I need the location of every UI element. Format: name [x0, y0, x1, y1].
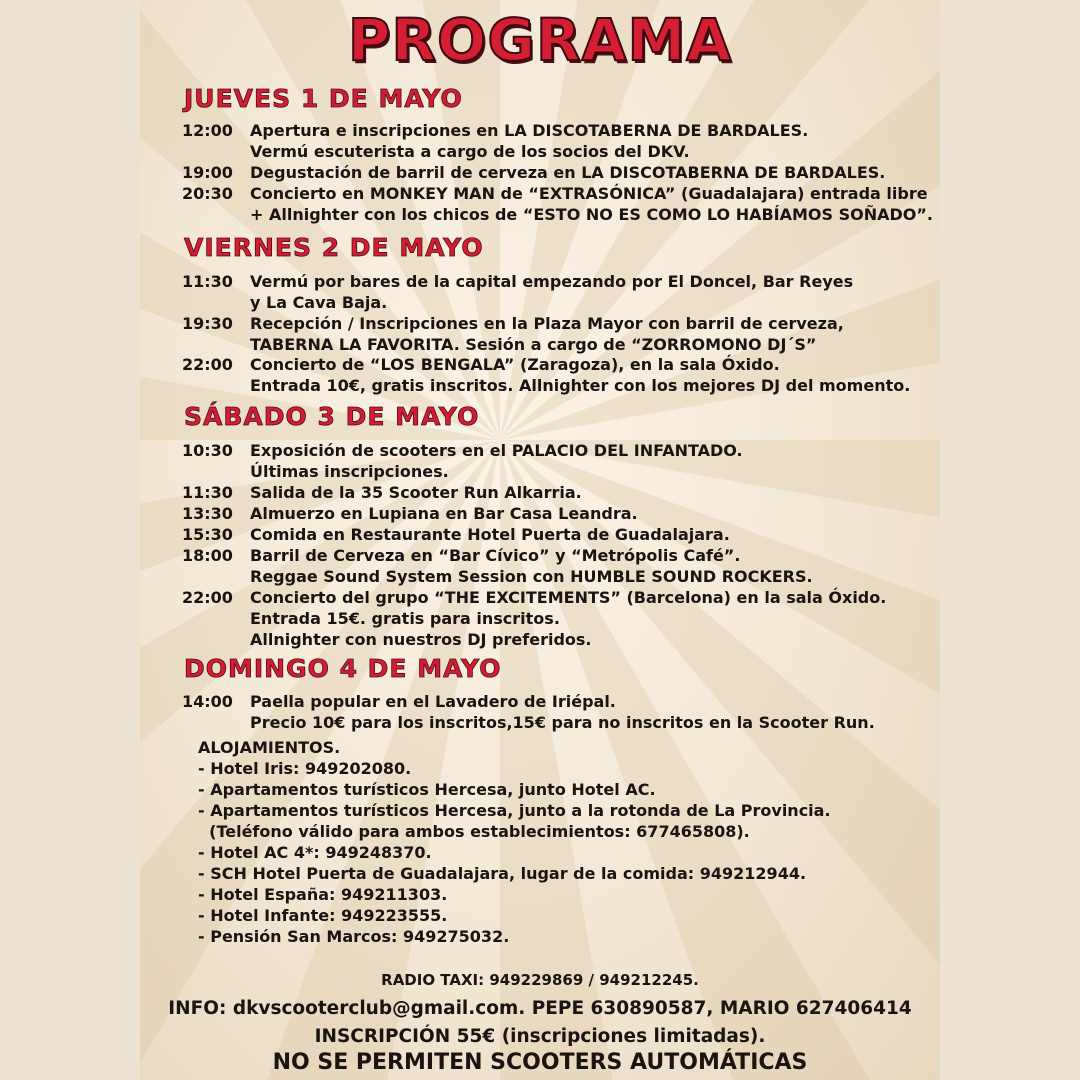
inscription-fee-line: INSCRIPCIÓN 55€ (inscripciones limitadas).: [314, 1026, 766, 1047]
event-line: Apertura e inscripciones en LA DISCOTABERNA DE BARDALES.: [250, 121, 809, 140]
day-heading-domingo: DOMINGO 4 DE MAYO: [184, 654, 502, 683]
day-heading-viernes: VIERNES 2 DE MAYO: [184, 233, 484, 262]
event-description: [250, 120, 940, 162]
event-line: Salida de la 35 Scooter Run Alkarria.: [250, 483, 582, 502]
event-time: 15:30: [182, 525, 233, 544]
lodging-item: - Apartamentos turísticos Hercesa, junto Hotel AC.: [198, 780, 656, 799]
event-line: Concierto en MONKEY MAN de “EXTRASÓNICA” (Guadalajara) entrada libre: [250, 184, 928, 203]
event-time: 11:30: [182, 272, 233, 291]
event-description: [250, 503, 940, 524]
event-line: Barril de Cerveza en “Bar Cívico” y “Metrópolis Café”.: [250, 546, 741, 565]
lodging-item: (Teléfono válido para ambos establecimientos: 677465808).: [198, 822, 750, 841]
event-time: 11:30: [182, 483, 233, 502]
lodging-section: [198, 737, 898, 947]
event-time: 19:30: [182, 314, 233, 333]
lodging-heading: ALOJAMIENTOS.: [198, 738, 341, 757]
lodging-item: - Pensión San Marcos: 949275032.: [198, 927, 510, 946]
event-description: [250, 271, 940, 313]
event-line: TABERNA LA FAVORITA. Sesión a cargo de “ZORROMONO DJ´S”: [250, 335, 817, 354]
event-line: Concierto de “LOS BENGALA” (Zaragoza), en la sala Óxido.: [250, 355, 780, 374]
event-line: Recepción / Inscripciones en la Plaza Mayor con barril de cerveza,: [250, 314, 844, 333]
lodging-item: - Hotel AC 4*: 949248370.: [198, 843, 432, 862]
poster: [140, 0, 940, 1080]
event-line: Vermú escuterista a cargo de los socios del DKV.: [250, 142, 690, 161]
event-time: 13:30: [182, 504, 233, 523]
event-time: 19:00: [182, 163, 233, 182]
event-line: Concierto del grupo “THE EXCITEMENTS” (Barcelona) en la sala Óxido.: [250, 588, 887, 607]
event-line: Allnighter con nuestros DJ preferidos.: [250, 630, 592, 649]
event-line: Entrada 15€. gratis para inscritos.: [250, 609, 560, 628]
lodging-item: - Hotel España: 949211303.: [198, 885, 448, 904]
event-description: [250, 524, 940, 545]
event-line: Degustación de barril de cerveza en LA DISCOTABERNA DE BARDALES.: [250, 163, 886, 182]
event-time: 22:00: [182, 355, 233, 374]
event-time: 20:30: [182, 184, 233, 203]
event-description: [250, 183, 940, 225]
event-description: [250, 482, 940, 503]
event-description: [250, 162, 940, 183]
event-time: 22:00: [182, 588, 233, 607]
event-line: Últimas inscripciones.: [250, 462, 449, 481]
lodging-item: - Hotel Infante: 949223555.: [198, 906, 448, 925]
event-description: [250, 354, 940, 396]
event-time: 12:00: [182, 121, 233, 140]
event-description: [250, 313, 940, 355]
event-time: 14:00: [182, 692, 233, 711]
radio-taxi-line: RADIO TAXI: 949229869 / 949212245.: [381, 971, 699, 989]
event-line: Comida en Restaurante Hotel Puerta de Guadalajara.: [250, 525, 730, 544]
lodging-item: - Apartamentos turísticos Hercesa, junto a la rotonda de La Provincia.: [198, 801, 831, 820]
event-line: Reggae Sound System Session con HUMBLE SOUND ROCKERS.: [250, 567, 813, 586]
event-description: [250, 691, 940, 733]
event-line: Almuerzo en Lupiana en Bar Casa Leandra.: [250, 504, 638, 523]
event-time: 10:30: [182, 441, 233, 460]
event-line: y La Cava Baja.: [250, 293, 388, 312]
event-description: [250, 545, 940, 587]
lodging-item: - Hotel Iris: 949202080.: [198, 759, 412, 778]
day-heading-sabado: SÁBADO 3 DE MAYO: [184, 402, 480, 431]
event-line: Paella popular en el Lavadero de Iriépal.: [250, 692, 616, 711]
event-description: [250, 440, 940, 482]
event-line: Entrada 10€, gratis inscritos. Allnighter con los mejores DJ del momento.: [250, 376, 911, 395]
day-heading-jueves: JUEVES 1 DE MAYO: [184, 84, 463, 113]
poster-content: [140, 0, 940, 1080]
event-line: Exposición de scooters en el PALACIO DEL INFANTADO.: [250, 441, 743, 460]
event-line: + Allnighter con los chicos de “ESTO NO ES COMO LO HABÍAMOS SOÑADO”.: [250, 205, 933, 224]
event-description: [250, 587, 940, 650]
event-line: Precio 10€ para los inscritos,15€ para no inscritos en la Scooter Run.: [250, 713, 875, 732]
automatic-scooters-notice: NO SE PERMITEN SCOOTERS AUTOMÁTICAS: [272, 1050, 808, 1075]
event-line: Vermú por bares de la capital empezando por El Doncel, Bar Reyes: [250, 272, 854, 291]
event-time: 18:00: [182, 546, 233, 565]
lodging-item: - SCH Hotel Puerta de Guadalajara, lugar de la comida: 949212944.: [198, 864, 807, 883]
program-title: PROGRAMA: [347, 6, 733, 74]
info-contact-line: INFO: dkvscooterclub@gmail.com. PEPE 630890587, MARIO 627406414: [168, 998, 912, 1019]
